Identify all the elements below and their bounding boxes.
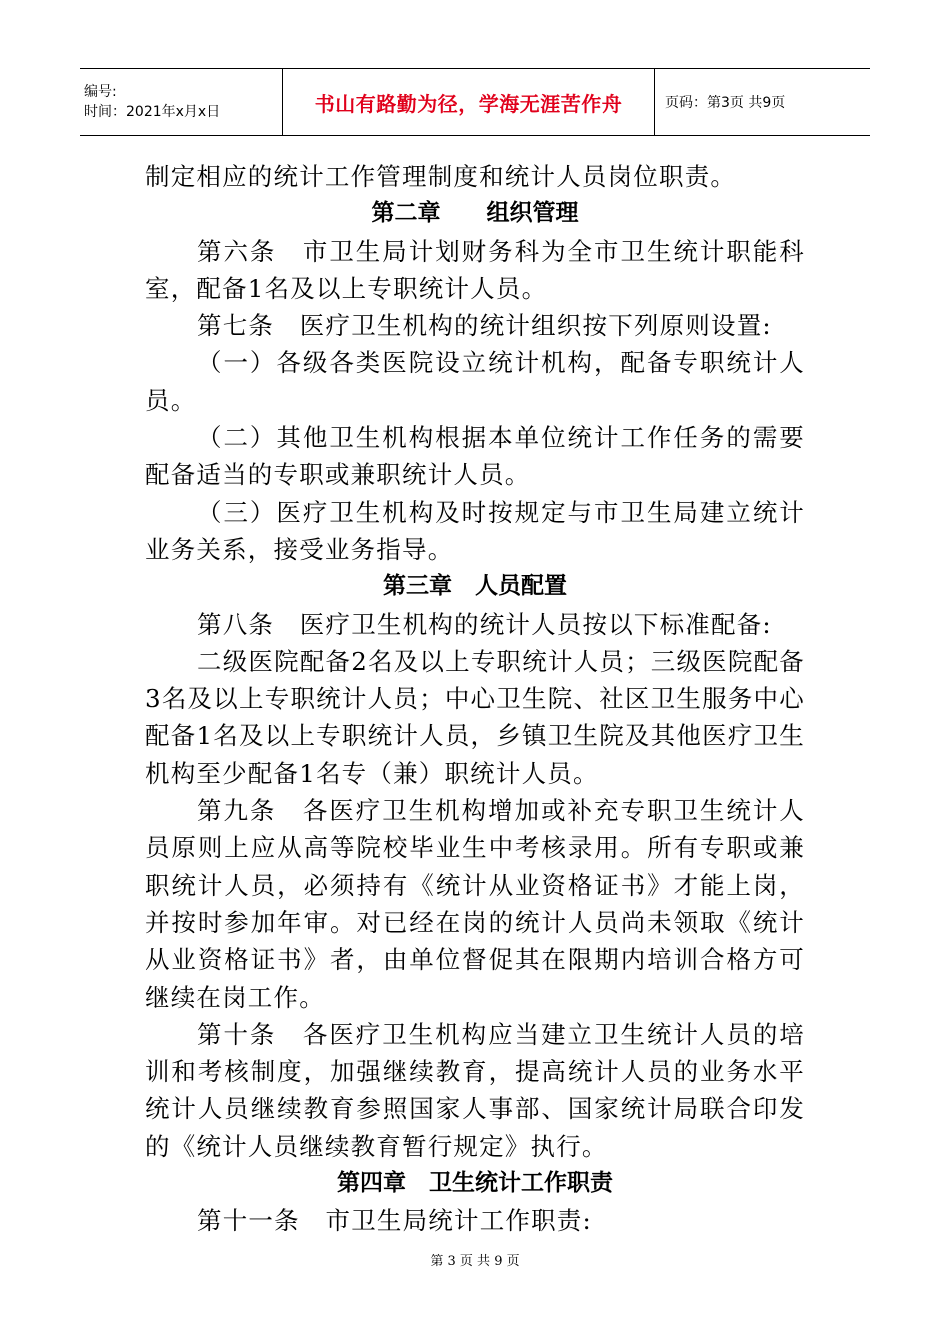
body-paragraph: 二级医院配备2名及以上专职统计人员；三级医院配备3名及以上专职统计人员；中心卫生院、社区卫生服务中心配备1名及以上专职统计人员，乡镇卫生院及其他医疗卫生机构至少配备1名专（兼）职统计人员。 [145, 646, 805, 788]
page-header [80, 68, 870, 136]
body-paragraph: 第十条 各医疗卫生机构应当建立卫生统计人员的培训和考核制度，加强继续教育，提高统计人员的业务水平统计人员继续教育参照国家人事部、国家统计局联合印发的《统计人员继续教育暂行规定》执行。 [145, 1019, 805, 1161]
body-paragraph: 第七条 医疗卫生机构的统计组织按下列原则设置: [197, 311, 772, 341]
body-paragraph: 制定相应的统计工作管理制度和统计人员岗位职责。 [145, 162, 737, 191]
body-paragraph: （二）其他卫生机构根据本单位统计工作任务的需要配备适当的专职或兼职统计人员。 [145, 423, 805, 490]
body-paragraph: 第九条 各医疗卫生机构增加或补充专职卫生统计人员原则上应从高等院校毕业生中考核录用。所有专职或兼职统计人员，必须持有《统计从业资格证书》才能上岗，并按时参加年审。对已经在岗的统计人员尚未领取《统计从业资格证书》者，由单位督促其在限期内培训合格方可继续在岗工作。 [145, 796, 805, 1012]
body-paragraph: 第十一条 市卫生局统计工作职责: [197, 1206, 592, 1236]
serial-label: 编号: [84, 84, 117, 100]
header-meta-cell [80, 69, 283, 135]
chapter-heading: 第四章 卫生统计工作职责 [337, 1170, 613, 1197]
body-paragraph: 第八条 医疗卫生机构的统计人员按以下标准配备: [197, 609, 772, 639]
body-paragraph: 第六条 市卫生局计划财务科为全市卫生统计职能科室，配备1名及以上专职统计人员。 [145, 236, 805, 303]
body-paragraph: （一）各级各类医院设立统计机构，配备专职统计人员。 [145, 348, 805, 415]
date-label: 时间：2021年x月x日 [84, 104, 221, 120]
header-motto-cell [283, 69, 655, 135]
header-page-cell [655, 69, 870, 135]
page-footer: 第 3 页 共 9 页 [430, 1254, 520, 1269]
page-number-label: 页码：第3页 共9页 [665, 95, 786, 111]
document-body [145, 158, 805, 1240]
chapter-heading: 第二章 组织管理 [371, 200, 579, 227]
body-paragraph: （三）医疗卫生机构及时按规定与市卫生局建立统计业务关系，接受业务指导。 [145, 497, 805, 564]
chapter-heading: 第三章 人员配置 [383, 573, 567, 600]
motto-text: 书山有路勤为径，学海无涯苦作舟 [314, 91, 623, 116]
